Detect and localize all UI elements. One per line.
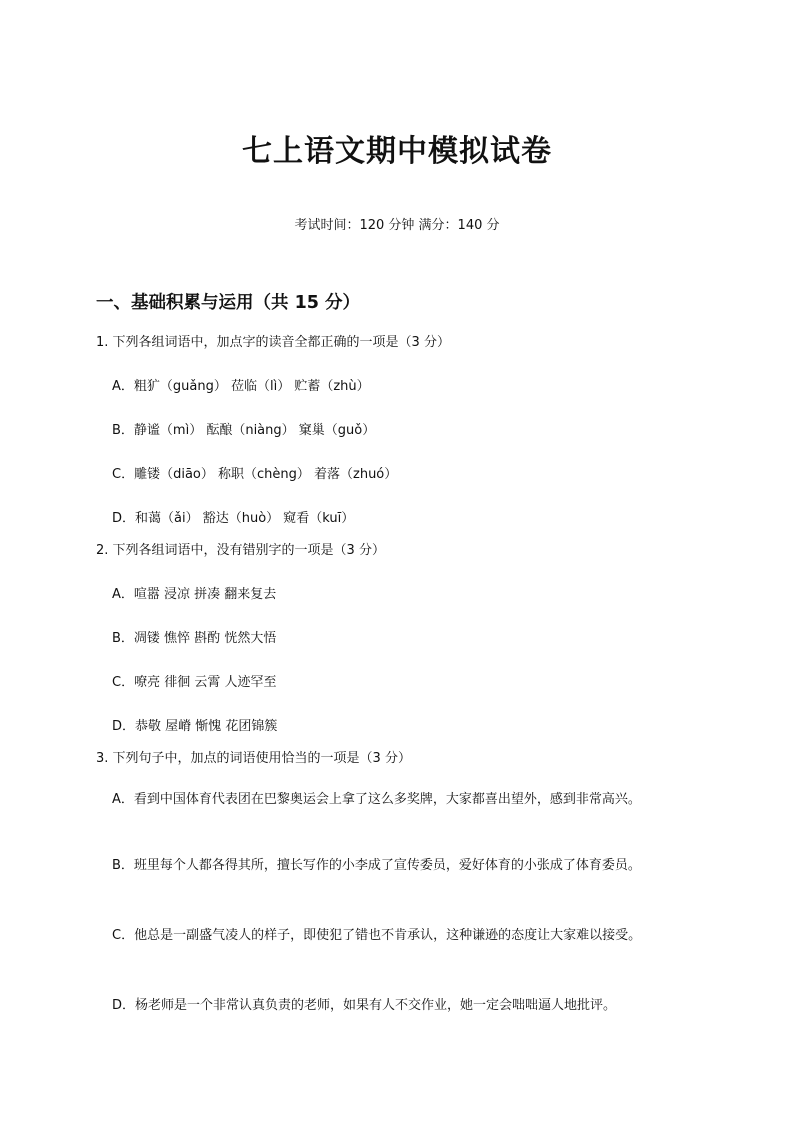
question-1-option-d: D．和蔼（ǎi） 豁达（huò） 窥看（kuī） (112, 511, 355, 526)
question-3-option-a: A．看到中国体育代表团在巴黎奥运会上拿了这么多奖牌，大家都喜出望外，感到非常高兴。 (112, 792, 641, 807)
question-1-option-a: A．粗犷（guǎng） 莅临（lì） 贮蓄（zhù） (112, 379, 370, 394)
question-3-option-b: B．班里每个人都各得其所，擅长写作的小李成了宣传委员，爱好体育的小张成了体育委员。 (112, 858, 641, 873)
question-2-stem: 2. 下列各组词语中，没有错别字的一项是（3 分） (96, 543, 385, 558)
question-3-option-d: D．杨老师是一个非常认真负责的老师，如果有人不交作业，她一定会咄咄逼人地批评。 (112, 998, 617, 1013)
question-2-option-d: D．恭敬 屋嵴 惭愧 花团锦簇 (112, 719, 278, 734)
section-heading: 一、基础积累与运用（共 15 分） (96, 293, 361, 313)
question-2-option-a: A．喧嚣 浸凉 拼凑 翻来复去 (112, 587, 277, 602)
exam-meta: 考试时间：120 分钟 满分：140 分 (294, 218, 500, 233)
question-1-option-c: C．雕镂（diāo） 称职（chèng） 着落（zhuó） (112, 467, 398, 482)
question-2-option-c: C．嘹亮 徘徊 云霄 人迹罕至 (112, 675, 277, 690)
question-3-stem: 3. 下列句子中，加点的词语使用恰当的一项是（3 分） (96, 751, 411, 766)
question-1-stem: 1. 下列各组词语中，加点字的读音全都正确的一项是（3 分） (96, 335, 450, 350)
page-title: 七上语文期中模拟试卷 (242, 134, 552, 169)
question-2-option-b: B．凋镂 憔悴 斟酌 恍然大悟 (112, 631, 277, 646)
question-1-option-b: B．静谧（mì） 酝酿（niàng） 窠巢（guǒ） (112, 423, 376, 438)
question-3-option-c: C．他总是一副盛气凌人的样子，即使犯了错也不肯承认，这种谦逊的态度让大家难以接受。 (112, 928, 642, 943)
